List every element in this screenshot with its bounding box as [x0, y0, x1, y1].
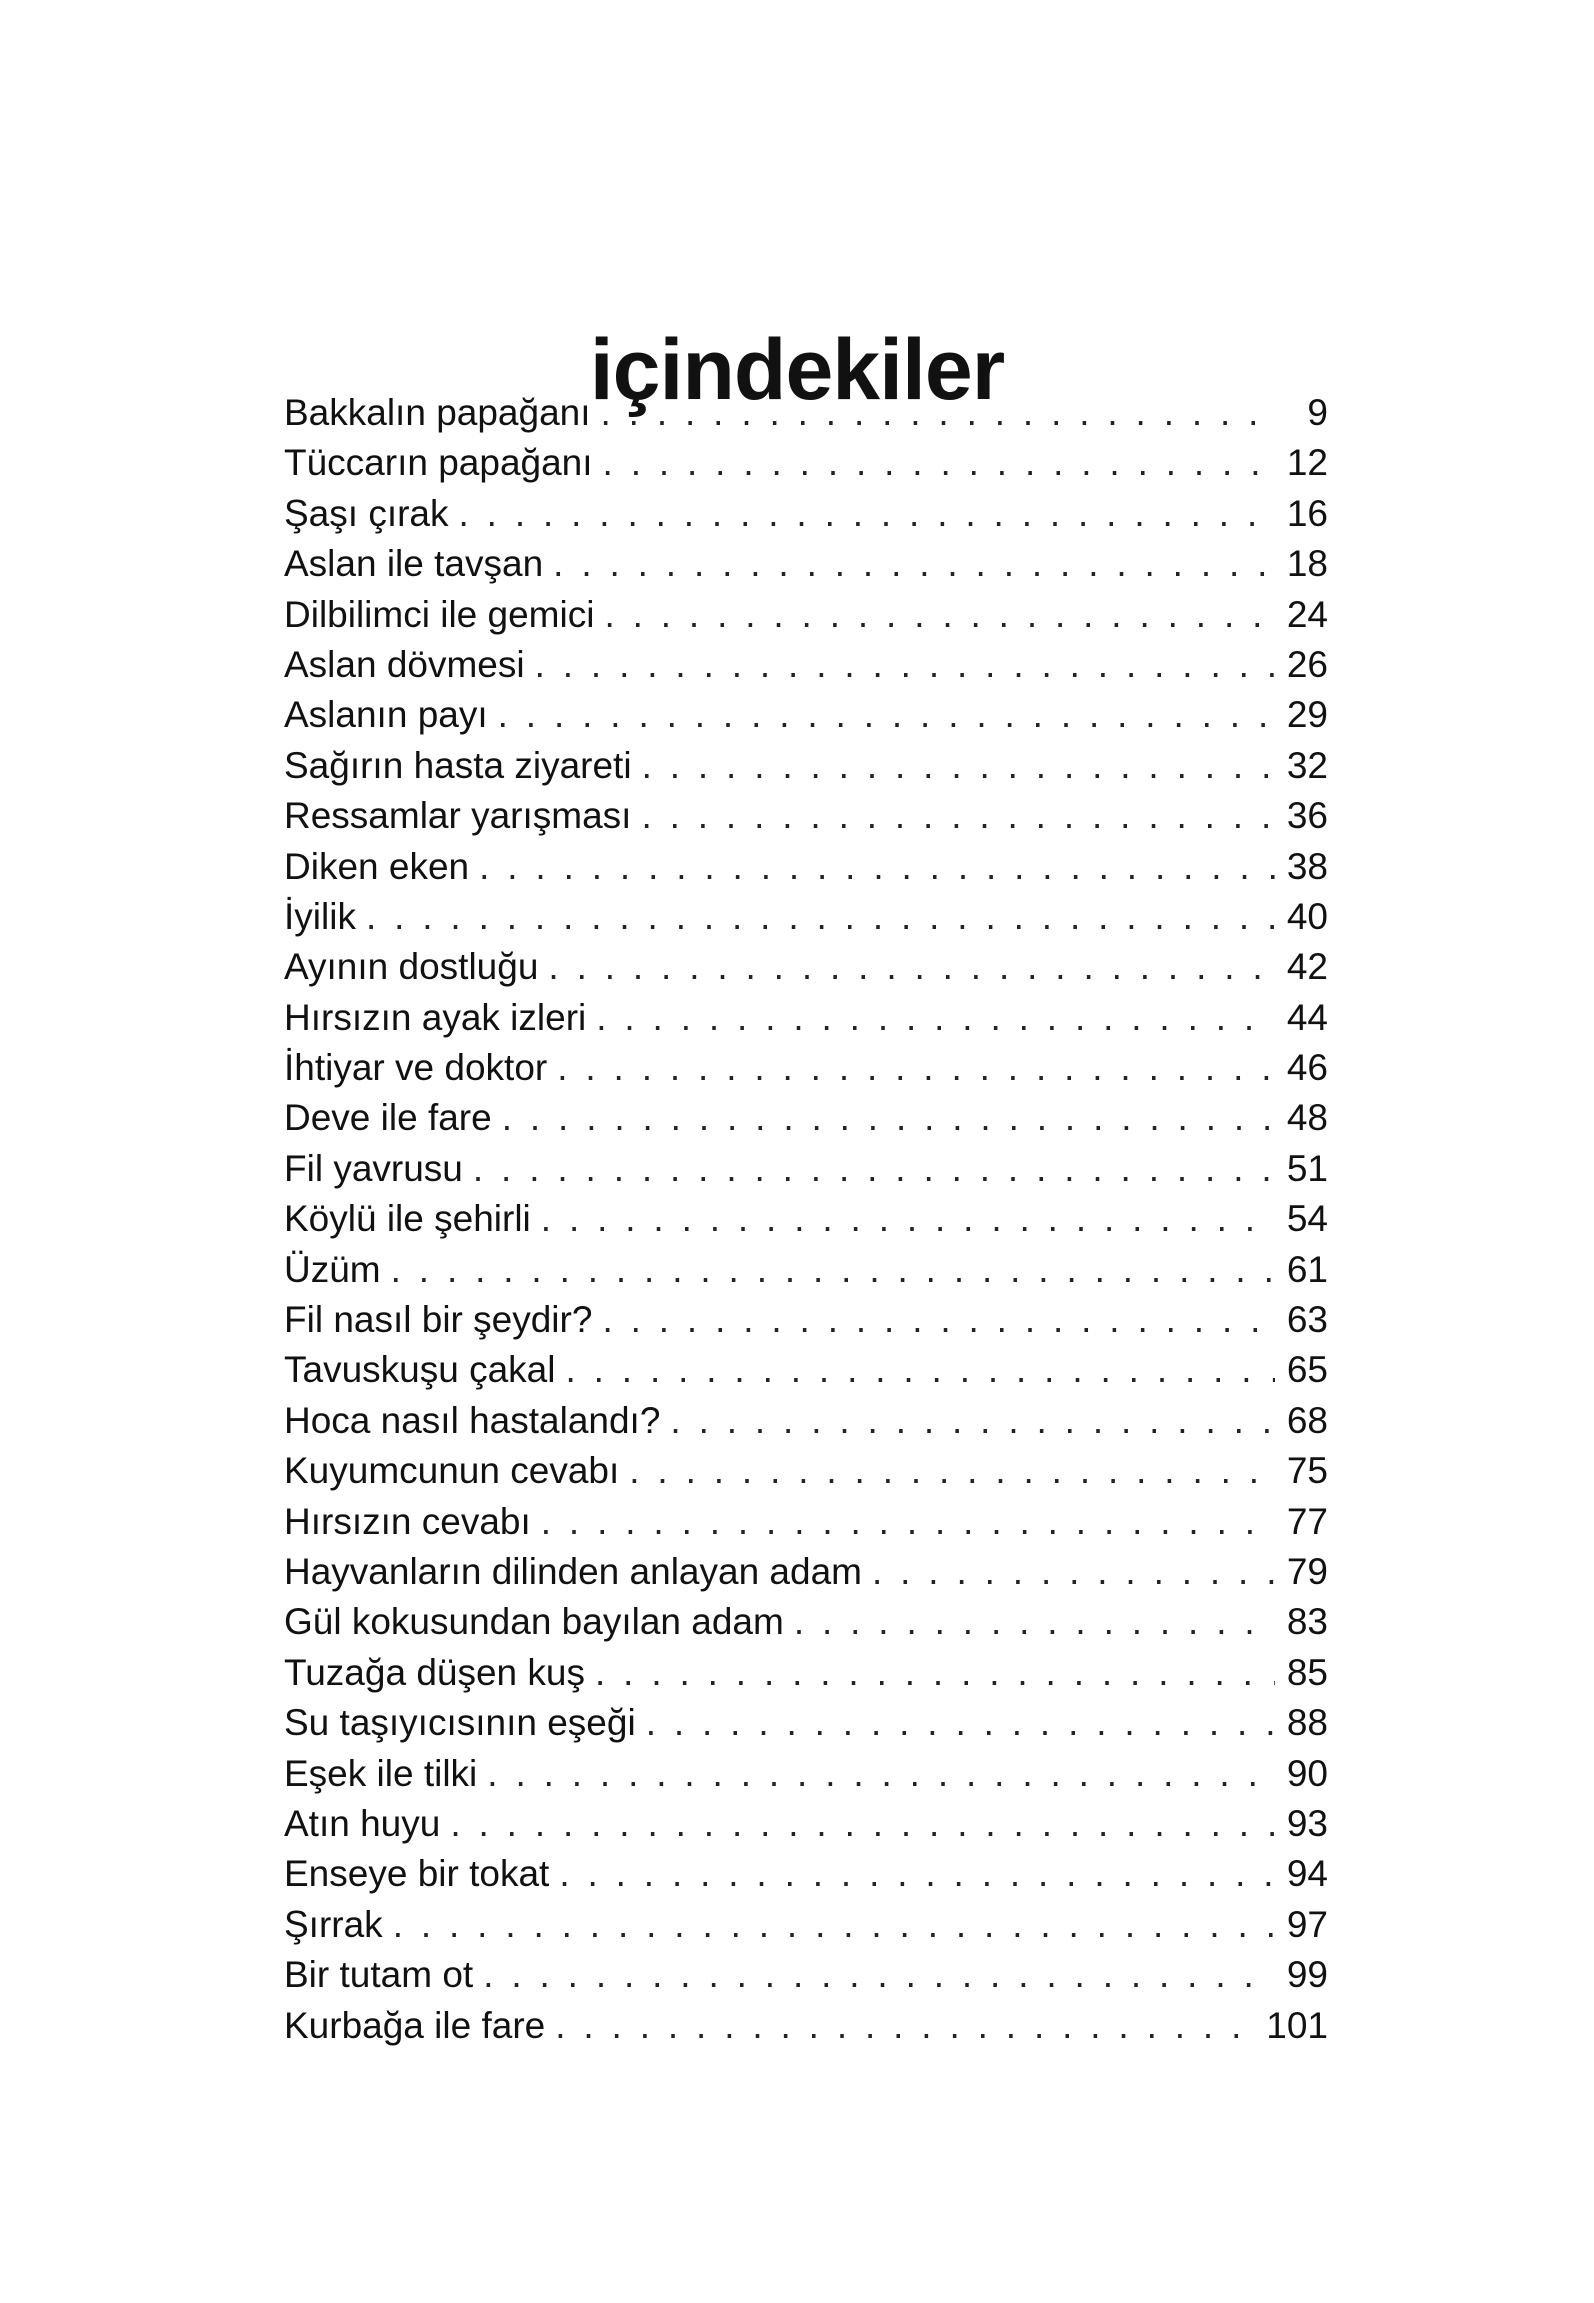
toc-entry [284, 1900, 1328, 1950]
toc-entry-title: Hırsızın ayak izleri [284, 996, 587, 1038]
toc-entry-page-number: 24 [1286, 593, 1328, 635]
toc-entry [284, 1698, 1328, 1748]
toc-entry-page-number: 90 [1286, 1752, 1328, 1794]
toc-dot-leader [391, 1245, 1275, 1295]
toc-entry-title: Ressamlar yarışması [284, 795, 632, 837]
toc-entry-page-number: 83 [1286, 1601, 1328, 1643]
toc-dot-leader [473, 1144, 1275, 1194]
toc-entry [284, 1950, 1328, 2000]
toc-entry [284, 690, 1328, 740]
toc-entry-title: Aslan ile tavşan [284, 543, 544, 585]
toc-entry-page-number: 68 [1286, 1399, 1328, 1441]
toc-entry-title: Köylü ile şehirli [284, 1198, 531, 1240]
toc-entry [284, 1043, 1328, 1093]
toc-entry-page-number: 46 [1286, 1047, 1328, 1089]
toc-entry-title: Deve ile fare [284, 1097, 492, 1139]
toc-entry [284, 438, 1328, 488]
toc-dot-leader [487, 1749, 1275, 1799]
toc-entry-title: Dilbilimci ile gemici [284, 593, 595, 635]
toc-entry-title: Üzüm [284, 1248, 381, 1290]
toc-entry-page-number: 12 [1286, 442, 1328, 484]
toc-entry-page-number: 79 [1286, 1550, 1328, 1592]
toc-entry-page-number: 51 [1286, 1147, 1328, 1189]
toc-entry-page-number: 97 [1286, 1903, 1328, 1945]
toc-dot-leader [601, 388, 1276, 438]
toc-entry-page-number: 77 [1286, 1500, 1328, 1542]
toc-entry-title: Gül kokusundan bayılan adam [284, 1601, 784, 1643]
toc-dot-leader [872, 1547, 1275, 1597]
toc-dot-leader [483, 1950, 1275, 2000]
toc-dot-leader [642, 741, 1275, 791]
toc-dot-leader [450, 1799, 1275, 1849]
toc-entry-page-number: 16 [1286, 492, 1328, 534]
toc-entry [284, 1648, 1328, 1698]
toc-dot-leader [535, 640, 1275, 690]
toc-dot-leader [794, 1597, 1275, 1647]
toc-dot-leader [555, 2001, 1254, 2051]
toc-entry-title: Tuzağa düşen kuş [284, 1651, 585, 1693]
toc-entry-title: Atın huyu [284, 1802, 441, 1844]
toc-entry [284, 1144, 1328, 1194]
toc-entry [284, 1245, 1328, 1295]
toc-entry-page-number: 75 [1286, 1450, 1328, 1492]
toc-entry-title: Eşek ile tilki [284, 1752, 478, 1794]
toc-entry-page-number: 36 [1286, 795, 1328, 837]
toc-entry-page-number: 61 [1286, 1248, 1328, 1290]
toc-entry-title: Bakkalın papağanı [284, 392, 591, 433]
toc-entry-title: Kurbağa ile fare [284, 2004, 546, 2046]
toc-entry-page-number: 88 [1286, 1702, 1328, 1744]
toc-dot-leader [596, 993, 1275, 1043]
toc-entry-title: Enseye bir tokat [284, 1853, 550, 1895]
toc-entry-title: İyilik [284, 895, 356, 937]
toc-entry-title: Diken eken [284, 845, 470, 887]
toc-entry-title: Fil nasıl bir şeydir? [284, 1299, 593, 1341]
toc-entry [284, 590, 1328, 640]
toc-entry-page-number: 40 [1286, 895, 1328, 937]
toc-dot-leader [565, 1345, 1274, 1395]
toc-entry [284, 791, 1328, 841]
toc-entry [284, 1396, 1328, 1446]
toc-entry-title: Ayının dostluğu [284, 946, 539, 988]
toc-entry-page-number: 32 [1286, 744, 1328, 786]
toc-entry-page-number: 99 [1286, 1954, 1328, 1996]
toc-entry-page-number: 85 [1286, 1651, 1328, 1693]
toc-entry [284, 1446, 1328, 1496]
toc-dot-leader [541, 1497, 1275, 1547]
toc-entry-page-number: 94 [1286, 1853, 1328, 1895]
toc-entry [284, 1799, 1328, 1849]
toc-entry-title: Şırrak [284, 1903, 383, 1945]
toc-entry-page-number: 42 [1286, 946, 1328, 988]
toc-entry-page-number: 26 [1286, 643, 1328, 685]
toc-entry [284, 2001, 1328, 2051]
toc-entry-page-number: 93 [1286, 1802, 1328, 1844]
toc-entry-title: Su taşıyıcısının eşeği [284, 1702, 636, 1744]
toc-entry [284, 942, 1328, 992]
toc-dot-leader [548, 942, 1274, 992]
toc-dot-leader [595, 1648, 1275, 1698]
toc-entry [284, 1749, 1328, 1799]
toc-dot-leader [603, 438, 1275, 488]
toc-entry-title: Fil yavrusu [284, 1147, 463, 1189]
page-title: içindekiler [589, 321, 1005, 418]
toc-entry-page-number: 63 [1286, 1299, 1328, 1341]
toc-entry [284, 1849, 1328, 1899]
toc-dot-leader [541, 1194, 1275, 1244]
toc-dot-leader [498, 690, 1275, 740]
toc-entry [284, 539, 1328, 589]
toc-dot-leader [459, 489, 1275, 539]
toc-entry [284, 489, 1328, 539]
toc-entry [284, 892, 1328, 942]
toc-dot-leader [479, 842, 1275, 892]
toc-dot-leader [553, 539, 1275, 589]
toc-dot-leader [502, 1093, 1275, 1143]
toc-dot-leader [366, 892, 1275, 942]
toc-dot-leader [670, 1396, 1274, 1446]
toc-entry-title: Tüccarın papağanı [284, 442, 593, 484]
toc-entry-title: Hoca nasıl hastalandı? [284, 1399, 661, 1441]
toc-entry-title: Aslan dövmesi [284, 643, 525, 685]
toc-entry-title: Hırsızın cevabı [284, 1500, 531, 1542]
toc-entry-page-number: 18 [1286, 543, 1328, 585]
toc-entry [284, 1547, 1328, 1597]
toc-entry-page-number: 48 [1286, 1097, 1328, 1139]
toc-entry [284, 1093, 1328, 1143]
toc-entry-page-number: 29 [1286, 694, 1328, 736]
table-of-contents [284, 388, 1328, 2051]
toc-entry [284, 1597, 1328, 1647]
toc-entry-page-number: 38 [1286, 845, 1328, 887]
toc-entry-title: Şaşı çırak [284, 492, 449, 534]
toc-entry-page-number: 101 [1266, 2004, 1328, 2046]
toc-entry [284, 1497, 1328, 1547]
toc-dot-leader [393, 1900, 1275, 1950]
toc-entry-title: Tavuskuşu çakal [284, 1349, 556, 1391]
toc-dot-leader [557, 1043, 1275, 1093]
toc-dot-leader [559, 1849, 1275, 1899]
toc-dot-leader [629, 1446, 1275, 1496]
toc-entry-title: Bir tutam ot [284, 1954, 474, 1996]
toc-dot-leader [602, 1295, 1274, 1345]
toc-entry-page-number: 54 [1286, 1198, 1328, 1240]
toc-entry-page-number: 9 [1307, 392, 1328, 433]
toc-dot-leader [641, 791, 1274, 841]
toc-dot-leader [604, 590, 1274, 640]
toc-entry [284, 993, 1328, 1043]
toc-entry [284, 842, 1328, 892]
toc-entry [284, 388, 1328, 438]
toc-entry [284, 1295, 1328, 1345]
toc-entry-title: Aslanın payı [284, 694, 488, 736]
toc-entry-page-number: 65 [1286, 1349, 1328, 1391]
toc-entry-title: Hayvanların dilinden anlayan adam [284, 1550, 862, 1592]
toc-entry-page-number: 44 [1286, 996, 1328, 1038]
toc-entry [284, 741, 1328, 791]
toc-dot-leader [646, 1698, 1275, 1748]
toc-entry-title: İhtiyar ve doktor [284, 1047, 548, 1089]
toc-entry [284, 640, 1328, 690]
toc-entry [284, 1194, 1328, 1244]
toc-entry-title: Sağırın hasta ziyareti [284, 744, 632, 786]
toc-entry-title: Kuyumcunun cevabı [284, 1450, 620, 1492]
toc-entry [284, 1345, 1328, 1395]
